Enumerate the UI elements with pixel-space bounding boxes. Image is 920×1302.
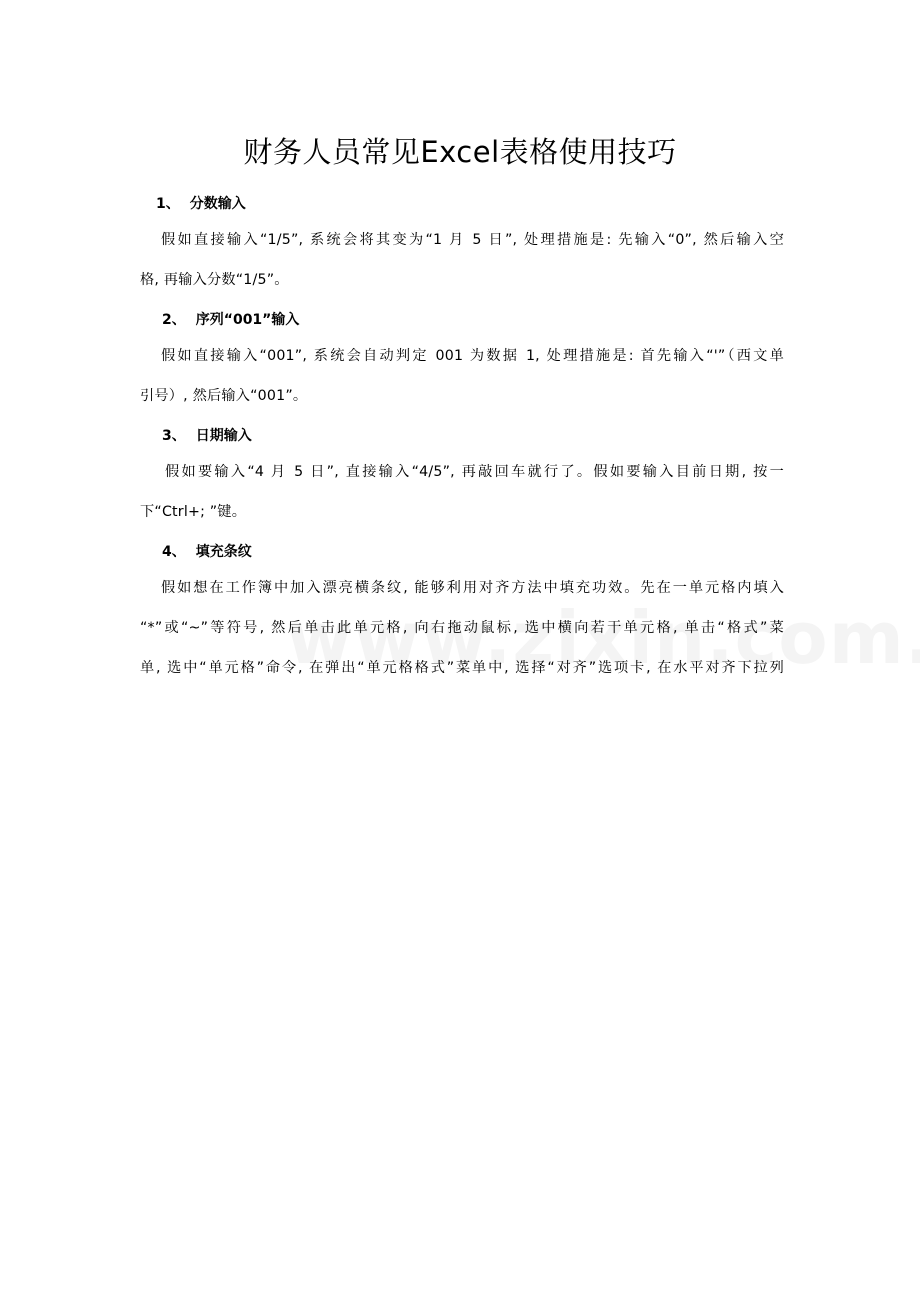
paragraph-line: 假如要输入“4 月 5 日”, 直接输入“4/5”, 再敲回车就行了。假如要输入目前日期, 按一 bbox=[165, 464, 784, 480]
section-paragraph-3 bbox=[140, 452, 784, 532]
section-heading-1 bbox=[140, 188, 784, 220]
paragraph-line: 引号）, 然后输入“001”。 bbox=[140, 388, 308, 404]
section-number: 2、 bbox=[162, 312, 186, 328]
paragraph-line: 下“Ctrl+; ”键。 bbox=[140, 504, 247, 520]
section-number: 3、 bbox=[162, 428, 186, 444]
paragraph-line: “*”或“~”等符号, 然后单击此单元格, 向右拖动鼠标, 选中横向若干单元格, 单击“格式”菜 bbox=[140, 620, 784, 636]
section-heading-4 bbox=[140, 536, 784, 568]
paragraph-line: 单, 选中“单元格”命令, 在弹出“单元格格式”菜单中, 选择“对齐”选项卡, 在水平对齐下拉列 bbox=[140, 660, 784, 676]
document-body bbox=[140, 188, 784, 692]
section-number: 4、 bbox=[162, 544, 186, 560]
paragraph-line: 假如想在工作簿中加入漂亮横条纹, 能够利用对齐方法中填充功效。先在一单元格内填入 bbox=[161, 580, 784, 596]
section-title: 序列“001”输入 bbox=[195, 312, 300, 328]
section-paragraph-1 bbox=[140, 220, 784, 300]
section-title: 填充条纹 bbox=[195, 544, 252, 560]
paragraph-line: 假如直接输入“001”, 系统会自动判定 001 为数据 1, 处理措施是: 首先输入“'”（西文单 bbox=[161, 348, 784, 364]
section-paragraph-2 bbox=[140, 336, 784, 416]
section-paragraph-4 bbox=[140, 568, 784, 688]
section-heading-3 bbox=[140, 420, 784, 452]
section-heading-2 bbox=[140, 304, 784, 336]
paragraph-line: 格, 再输入分数“1/5”。 bbox=[140, 272, 289, 288]
section-title: 日期输入 bbox=[195, 428, 252, 444]
paragraph-line: 假如直接输入“1/5”, 系统会将其变为“1 月 5 日”, 处理措施是: 先输入“0”, 然后输入空 bbox=[161, 232, 784, 248]
section-number: 1、 bbox=[156, 196, 180, 212]
document-title: 财务人员常见Excel表格使用技巧 bbox=[243, 135, 677, 169]
section-title: 分数输入 bbox=[189, 196, 246, 212]
